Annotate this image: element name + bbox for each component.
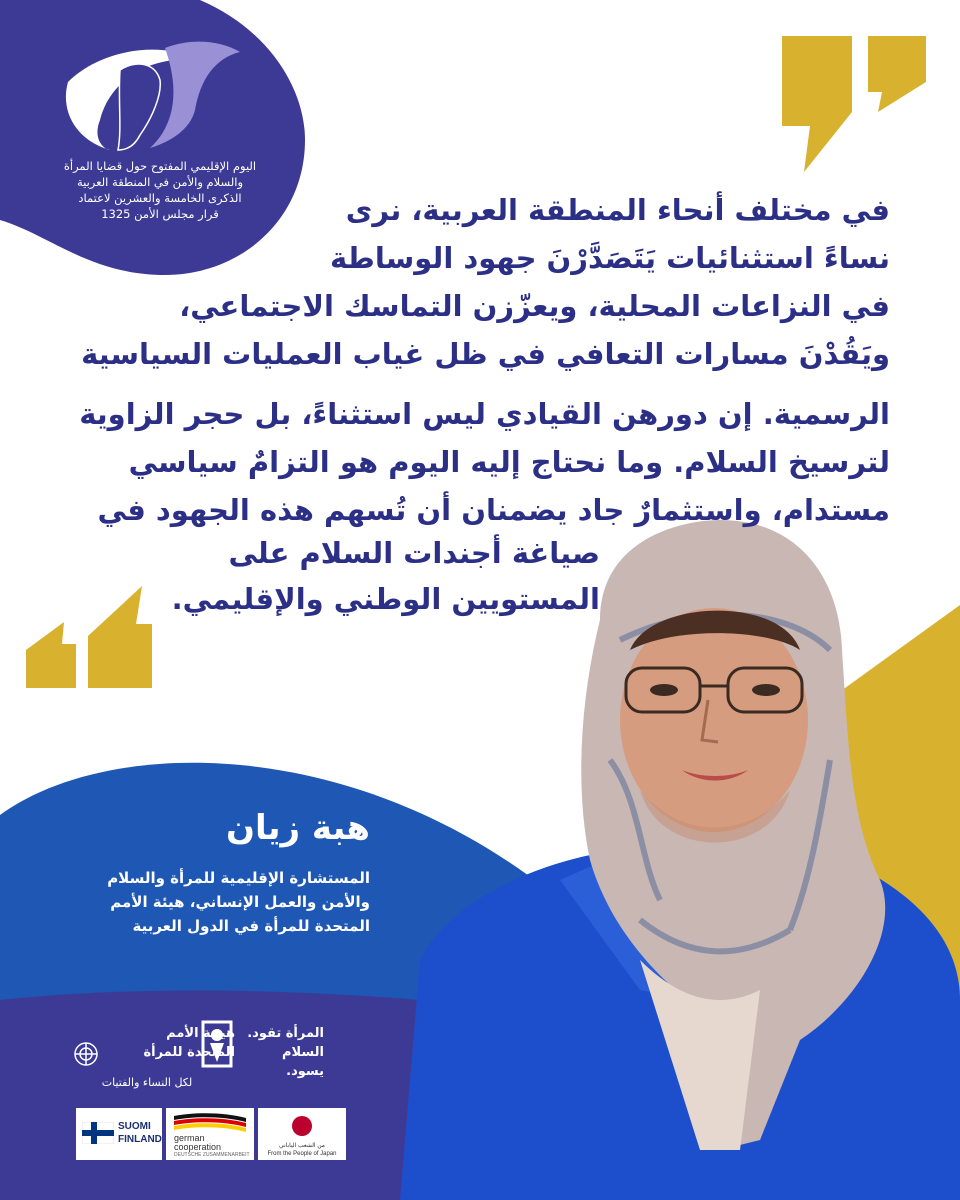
slogan-line: السلام يسود. xyxy=(282,1045,324,1079)
slogan-line: المرأة تقود. xyxy=(247,1026,324,1041)
un-women-slogan xyxy=(244,1024,324,1081)
german-label-sub: DEUTSCHE ZUSAMMENARBEIT xyxy=(174,1152,250,1158)
quote-line: المستويين الوطني والإقليمي. xyxy=(171,582,600,616)
finland-label-line: SUOMI xyxy=(118,1121,151,1132)
quote-line: لترسيخ السلام. وما نحتاج إليه اليوم هو التزامٌ سياسي xyxy=(128,445,890,479)
quote-line: مستدام، واستثمارٌ جاد يضمنان أن تُسهم هذه الجهود في xyxy=(97,493,890,527)
japan-flag-icon xyxy=(286,1112,318,1140)
event-logo-line: اليوم الإقليمي المفتوح حول قضايا المرأة xyxy=(63,159,257,173)
un-women-name-line: هيئـة الأمم xyxy=(166,1026,235,1041)
speaker-title-line: المتحدة للمرأة في الدول العربية xyxy=(132,917,370,935)
quote-line: صياغة أجندات السلام على xyxy=(228,536,600,570)
quote-line: ويَقُدْنَ مسارات التعافي في ظل غياب العمليات السياسية xyxy=(81,337,890,371)
japan-label-line: From the People of Japan xyxy=(267,1151,337,1157)
japan-logo xyxy=(258,1108,346,1160)
quote-line: الرسمية. إن دورهن القيادي ليس استثناءً، بل حجر الزاوية xyxy=(79,397,890,431)
un-women-name-line: المتحدة للمرأة xyxy=(143,1045,235,1060)
un-women-tagline: لكل النساء والفتيات xyxy=(101,1076,193,1089)
un-women-name xyxy=(100,1024,235,1062)
finland-label xyxy=(118,1120,162,1146)
event-logo-line: قرار مجلس الأمن 1325 xyxy=(101,207,219,221)
speaker-title-line: المستشارة الإقليمية للمرأة والسلام xyxy=(107,869,370,887)
quote-line: في مختلف أنحاء المنطقة العربية، نرى xyxy=(345,193,890,227)
japan-label-line: من الشعب الياباني xyxy=(278,1143,326,1149)
quote-text xyxy=(30,186,890,534)
un-emblem-icon xyxy=(75,1043,97,1065)
finland-flag-icon xyxy=(82,1122,114,1144)
germany-flag-swoosh-icon xyxy=(174,1112,246,1132)
speaker-title-line: والأمن والعمل الإنساني، هيئة الأمم xyxy=(110,893,370,911)
german-cooperation-label xyxy=(174,1134,250,1158)
german-label-name2: cooperation xyxy=(174,1142,222,1152)
quote-text-tail xyxy=(100,530,600,622)
german-label-name: german xyxy=(174,1133,205,1143)
event-logo-line: والسلام والأمن في المنطقة العربية xyxy=(76,175,244,189)
german-cooperation-logo xyxy=(166,1108,254,1160)
quote-open-icon xyxy=(782,36,926,172)
speaker-name: هبة زيان xyxy=(225,808,370,848)
finland-logo xyxy=(76,1108,162,1160)
quote-line: في النزاعات المحلية، ويعزّزن التماسك الاجتماعي، xyxy=(179,289,890,323)
speaker-title xyxy=(0,866,370,938)
japan-label xyxy=(258,1142,346,1158)
quote-line: نساءً استثنائيات يَتَصَدَّرْنَ جهود الوساطة xyxy=(329,241,890,275)
event-logo-line: الذكرى الخامسة والعشرين لاعتماد xyxy=(78,191,242,205)
finland-label-line: FINLAND xyxy=(118,1134,162,1145)
